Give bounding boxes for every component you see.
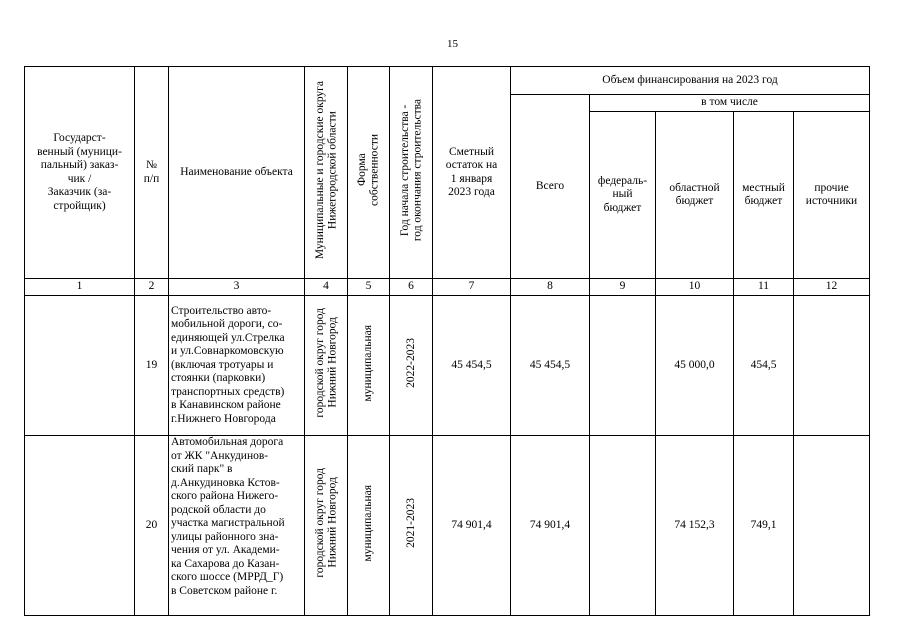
header-total: Всего — [511, 95, 590, 279]
column-number: 8 — [511, 279, 590, 296]
header-customer: Государст- венный (муници- пальный) заказ- чик / Заказчик (за- стройщик) — [25, 67, 135, 279]
cell-object-name: Строительство авто- мобильной дороги, со- единяющей ул.Стрелка и ул.Совнаркомовскую (включая тротуары и стоянки (парковки) транспортных средств) в Канавинском районе г.Нижнего Новгорода — [169, 296, 305, 436]
cell-local: 749,1 — [734, 436, 794, 616]
column-number: 9 — [590, 279, 656, 296]
column-number: 12 — [794, 279, 870, 296]
column-number: 10 — [656, 279, 734, 296]
cell-num: 19 — [135, 296, 169, 436]
header-estimated-balance: Сметный остаток на 1 января 2023 года — [433, 67, 511, 279]
header-municipality: Муниципальные и городские округа Нижегородской области — [305, 67, 348, 279]
page-number: 15 — [447, 38, 458, 50]
cell-federal — [590, 296, 656, 436]
cell-total: 74 901,4 — [511, 436, 590, 616]
cell-estimated-balance: 45 454,5 — [433, 296, 511, 436]
header-years: Год начала строительства - год окончания строительства — [390, 67, 433, 279]
header-object-name: Наименование объекта — [169, 67, 305, 279]
cell-municipality: городской округ город Нижний Новгород — [305, 296, 348, 436]
column-number: 4 — [305, 279, 348, 296]
column-number: 2 — [135, 279, 169, 296]
cell-regional: 45 000,0 — [656, 296, 734, 436]
header-local: местный бюджет — [734, 112, 794, 279]
cell-customer — [25, 296, 135, 436]
header-ownership: Форма собственности — [348, 67, 390, 279]
cell-ownership: муниципальная — [348, 436, 390, 616]
column-number: 1 — [25, 279, 135, 296]
cell-estimated-balance: 74 901,4 — [433, 436, 511, 616]
column-number: 7 — [433, 279, 511, 296]
cell-num: 20 — [135, 436, 169, 616]
cell-other — [794, 296, 870, 436]
cell-municipality: городской округ город Нижний Новгород — [305, 436, 348, 616]
header-other: прочие источники — [794, 112, 870, 279]
cell-object-name: Автомобильная дорога от ЖК "Анкудинов- ский парк" в д.Анкудиновка Кстов- ского района Нижего- родской области до участка магистральной улицы районного зна- чения от ул. Академи- ка Сахарова до Казан- ского шоссе (МРРД_Г) в Советском районе г. — [169, 436, 305, 616]
header-including: в том числе — [590, 95, 870, 112]
table-row — [25, 436, 870, 616]
cell-years: 2022-2023 — [390, 296, 433, 436]
cell-regional: 74 152,3 — [656, 436, 734, 616]
column-number: 3 — [169, 279, 305, 296]
header-federal: федераль- ный бюджет — [590, 112, 656, 279]
cell-local: 454,5 — [734, 296, 794, 436]
table-row — [25, 296, 870, 436]
cell-customer — [25, 436, 135, 616]
header-financing-group: Объем финансирования на 2023 год — [511, 67, 870, 95]
cell-total: 45 454,5 — [511, 296, 590, 436]
cell-years: 2021-2023 — [390, 436, 433, 616]
cell-federal — [590, 436, 656, 616]
header-num: № п/п — [135, 67, 169, 279]
column-number: 5 — [348, 279, 390, 296]
cell-ownership: муниципальная — [348, 296, 390, 436]
column-number: 11 — [734, 279, 794, 296]
column-number-row — [25, 279, 870, 296]
cell-other — [794, 436, 870, 616]
header-regional: областной бюджет — [656, 112, 734, 279]
column-number: 6 — [390, 279, 433, 296]
financing-table — [24, 66, 870, 616]
